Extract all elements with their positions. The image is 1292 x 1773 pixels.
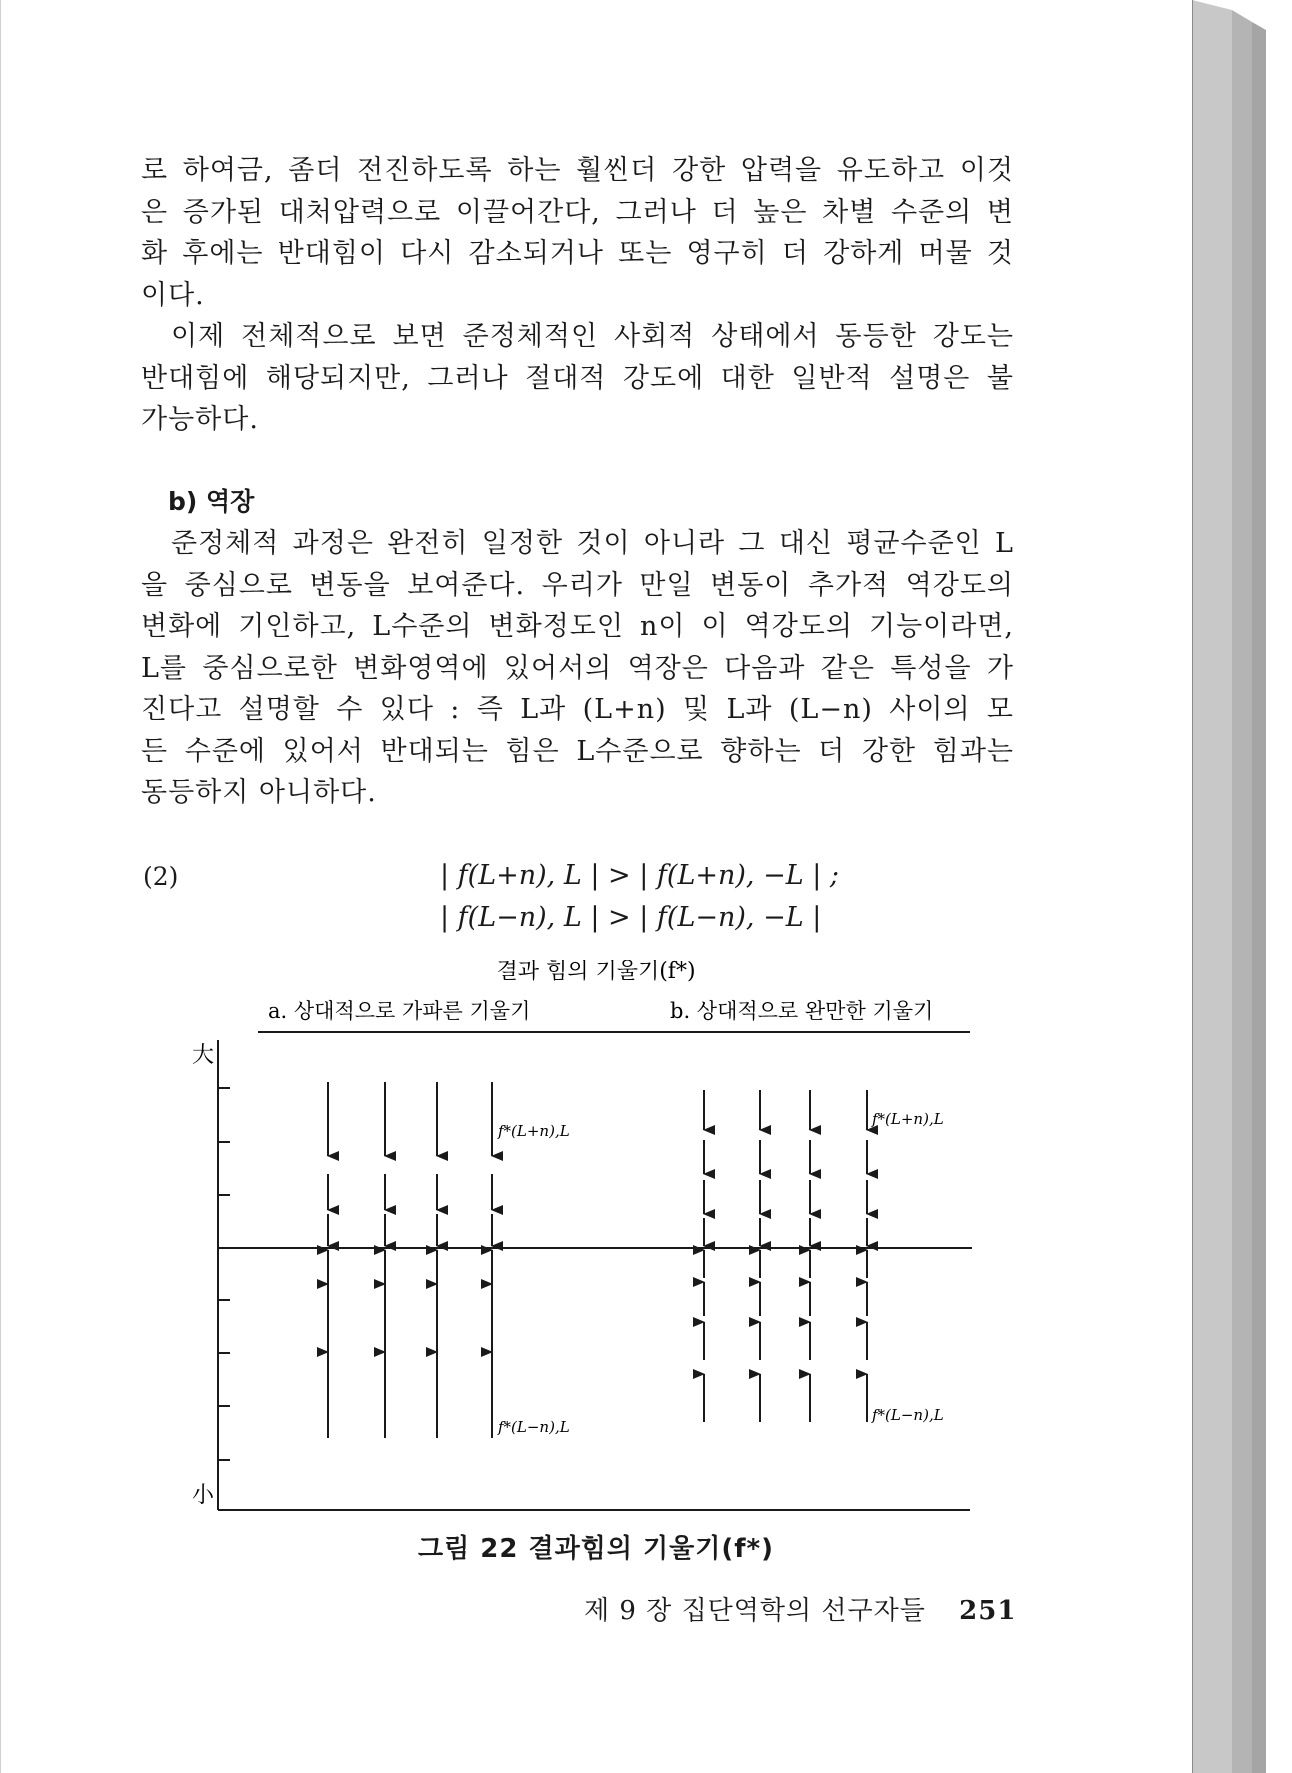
panel-b-arrows xyxy=(704,1090,867,1422)
force-gradient-figure xyxy=(0,960,1192,1520)
text-line: 을 중심으로 변동을 보여준다. 우리가 만일 변동이 추가적 역강도의 xyxy=(141,569,1014,601)
y-axis-bottom-label: 小 xyxy=(192,1483,215,1508)
paragraph-2 xyxy=(141,316,1014,441)
text-line: 은 증가된 대처압력으로 이끌어간다, 그러나 더 높은 차별 수준의 변 xyxy=(141,196,1014,228)
y-axis-top-label: 大 xyxy=(192,1043,215,1068)
text-line: 반대힘에 해당되지만, 그러나 절대적 강도에 대한 일반적 설명은 불 xyxy=(141,362,1014,394)
section-heading: b) 역장 xyxy=(168,487,255,516)
panel-a-arrows xyxy=(328,1082,492,1438)
label-a-top: f*(L+n),L xyxy=(498,1122,570,1140)
y-axis-ticks xyxy=(218,1088,230,1460)
equation-line-2: | f(L−n), L | > | f(L−n), −L | xyxy=(440,902,822,933)
text-line: 든 수준에 있어서 반대되는 힘은 L수준으로 향하는 더 강한 힘과는 xyxy=(141,735,1014,767)
chapter-title: 제 9 장 집단역학의 선구자들 xyxy=(584,1596,926,1626)
label-a-bottom: f*(L−n),L xyxy=(498,1418,570,1436)
text-line: 동등하지 아니하다. xyxy=(141,777,377,808)
text-line: 화 후에는 반대힘이 다시 감소되거나 또는 영구히 더 강하게 머물 것 xyxy=(141,238,1014,269)
text-line: 이제 전체적으로 보면 준정체적인 사회적 상태에서 동등한 강도는 xyxy=(171,321,1014,352)
page-stack-edge xyxy=(1192,0,1292,1773)
text-line: 가능하다. xyxy=(141,404,259,435)
text-line: 진다고 설명할 수 있다 : 즉 L과 (L+n) 및 L과 (L−n) 사이의 모 xyxy=(141,694,1014,725)
text-line: 준정체적 과정은 완전히 일정한 것이 아니라 그 대신 평균수준인 L xyxy=(171,528,1014,559)
text-line: 변화에 기인하고, L수준의 변화정도인 n이 이 역강도의 기능이라면, xyxy=(141,611,1014,642)
paragraph-3 xyxy=(141,523,1014,814)
text-line: 로 하여금, 좀더 전진하도록 하는 훨씬더 강한 압력을 유도하고 이것 xyxy=(141,155,1014,186)
panel-b-label: b. 상대적으로 완만한 기울기 xyxy=(670,999,934,1023)
label-b-top: f*(L+n),L xyxy=(872,1110,944,1128)
panel-a-label: a. 상대적으로 가파른 기울기 xyxy=(268,999,531,1023)
text-line: 이다. xyxy=(141,279,205,311)
equation-line-1: | f(L+n), L | > | f(L+n), −L | ; xyxy=(440,860,840,891)
equation-number: (2) xyxy=(143,862,179,891)
running-head xyxy=(584,1590,1016,1627)
paragraph-1 xyxy=(141,150,1014,316)
figure-title: 결과 힘의 기울기(f*) xyxy=(496,960,696,984)
text-line: L를 중심으로한 변화영역에 있어서의 역장은 다음과 같은 특성을 가 xyxy=(141,652,1014,684)
figure-caption: 그림 22 결과힘의 기울기(f*) xyxy=(417,1534,775,1564)
page-number: 251 xyxy=(959,1596,1017,1626)
label-b-bottom: f*(L−n),L xyxy=(872,1406,944,1424)
